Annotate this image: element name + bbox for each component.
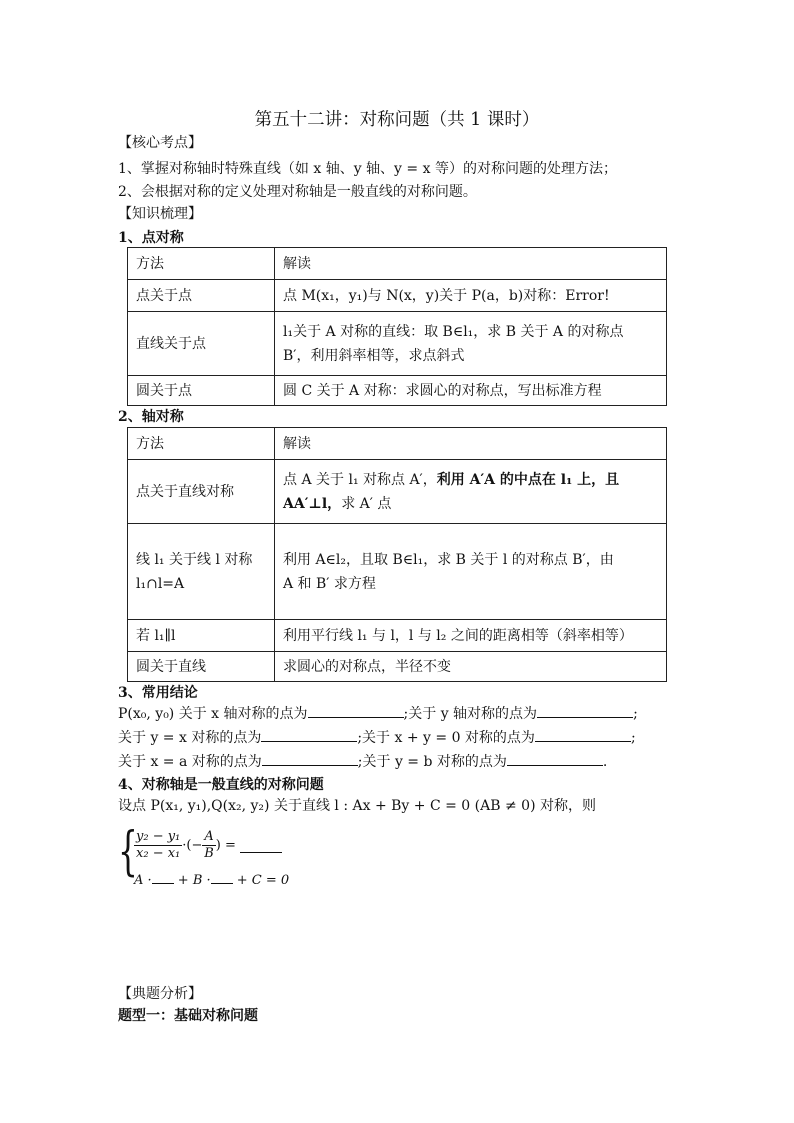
table-cell: 利用平行线 l₁ 与 l，l 与 l₂ 之间的距离相等（斜率相等）: [275, 620, 667, 652]
answer-blank: [261, 727, 357, 742]
conclusion-line-1: [118, 703, 638, 725]
table-cell: [275, 460, 667, 524]
section-2-heading: 2、轴对称: [118, 409, 184, 425]
section-4-heading: 4、对称轴是一般直线的对称问题: [118, 777, 324, 793]
type-1-heading: 题型一：基础对称问题: [118, 1008, 258, 1024]
answer-blank: [152, 869, 174, 884]
conclusion-line-2: [118, 727, 636, 749]
answer-blank: [308, 703, 404, 718]
general-line-intro: 设点 P(x₁, y₁),Q(x₂, y₂) 关于直线 l : Ax + By + C = 0 (AB ≠ 0) 对称，则: [118, 798, 596, 814]
table-cell-bold: AA′⊥l，: [283, 495, 342, 512]
core-heading: 【核心考点】: [118, 135, 202, 151]
conclusion-text: ;: [633, 706, 638, 722]
table-cell: 点 M(x₁，y₁)与 N(x，y)关于 P(a，b)对称：Error!: [275, 280, 667, 312]
table-cell: 求圆心的对称点，半径不变: [275, 652, 667, 682]
table-header: 解读: [275, 248, 667, 280]
slope-fraction: $\frac{A}{B}$: [204, 829, 214, 861]
table-cell: 圆 C 关于 A 对称：求圆心的对称点，写出标准方程: [275, 376, 667, 406]
core-item-1: 1、掌握对称轴时特殊直线（如 x 轴、y 轴、y = x 等）的对称问题的处理方法；: [118, 161, 617, 177]
conclusion-text: .: [602, 754, 608, 770]
answer-blank: [535, 727, 631, 742]
table-cell-line: 利用 A∈l₂，且取 B∈l₁，求 B 关于 l 的对称点 B′，由: [283, 551, 614, 568]
conclusion-line-3: [118, 751, 607, 773]
answer-blank: [211, 869, 233, 884]
axis-symmetry-table: [127, 427, 667, 682]
table-header: 方法: [128, 428, 275, 460]
section-1-heading: 1、点对称: [118, 230, 184, 246]
table-header: 解读: [275, 428, 667, 460]
answer-blank: [537, 703, 633, 718]
system-brace: {: [118, 822, 138, 882]
answer-blank: [262, 751, 358, 766]
table-cell: 圆关于直线: [128, 652, 275, 682]
table-cell: 点关于点: [128, 280, 275, 312]
table-cell-line: 线 l₁ 关于线 l 对称: [136, 551, 253, 568]
equation-2: A · + B · + C = 0: [134, 869, 289, 888]
table-cell-line: l₁关于 A 对称的直线：取 B∈l₁，求 B 关于 A 的对称点: [283, 323, 624, 340]
table-cell: 直线关于点: [128, 312, 275, 376]
conclusion-text: P(x₀, y₀) 关于 x 轴对称的点为: [118, 706, 308, 722]
knowledge-heading: 【知识梳理】: [118, 206, 202, 222]
table-cell-line: l₁∩l=A: [136, 575, 185, 592]
analysis-heading: 【典题分析】: [118, 986, 202, 1002]
table-cell: [128, 524, 275, 620]
table-cell-bold: 利用 A′A 的中点在 l₁ 上，且: [436, 471, 620, 488]
answer-blank: [507, 751, 603, 766]
table-cell-line: B′，利用斜率相等，求点斜式: [283, 347, 465, 364]
point-symmetry-table: [127, 247, 667, 406]
conclusion-text: ;: [630, 730, 636, 746]
equation-1: $\frac{\text{y₂ − y₁}}{\text{x₂ − x₁}}$ ·(− $\frac{A}{B}$ ) =: [134, 829, 282, 862]
section-3-heading: 3、常用结论: [118, 685, 198, 701]
answer-blank: [240, 838, 282, 853]
conclusion-text: 关于 x = a 对称的点为: [118, 754, 262, 770]
page-title: 第五十二讲：对称问题（共 1 课时）: [254, 110, 540, 130]
table-cell: [275, 312, 667, 376]
conclusion-text: ;关于 x + y = 0 对称的点为: [357, 730, 535, 746]
core-item-2: 2、会根据对称的定义处理对称轴是一般直线的对称问题。: [118, 184, 477, 200]
conclusion-text: ;关于 y 轴对称的点为: [403, 706, 538, 722]
table-cell-line: A 和 B′ 求方程: [283, 575, 376, 592]
table-cell: 若 l₁∥l: [128, 620, 275, 652]
table-header: 方法: [128, 248, 275, 280]
table-cell: 点关于直线对称: [128, 460, 275, 524]
table-cell: 圆关于点: [128, 376, 275, 406]
slope-fraction: $\frac{\text{y₂ − y₁}}{\text{x₂ − x₁}}$: [136, 829, 181, 861]
conclusion-text: 关于 y = x 对称的点为: [118, 730, 262, 746]
table-cell-text: 点 A 关于 l₁ 对称点 A′，: [283, 471, 437, 488]
table-cell-text: 求 A′ 点: [341, 495, 392, 512]
table-cell: [275, 524, 667, 620]
conclusion-text: ;关于 y = b 对称的点为: [357, 754, 507, 770]
